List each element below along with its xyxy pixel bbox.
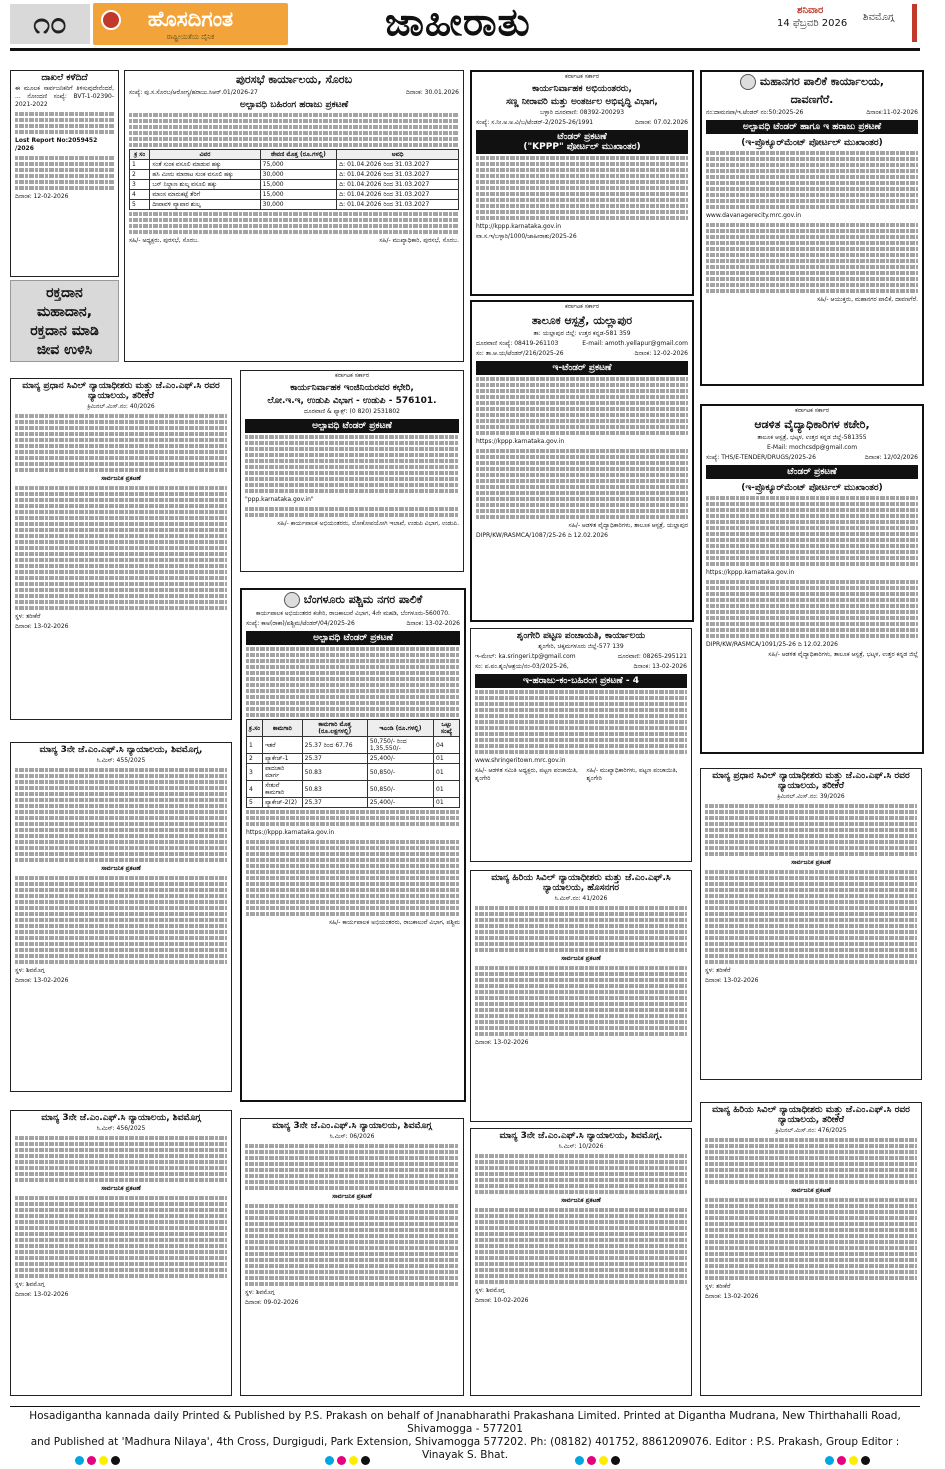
court-name: ಮಾನ್ಯ ಹಿರಿಯ ಸಿವಿಲ್ ನ್ಯಾಯಾಧೀಶರು ಮತ್ತು ಜೆ.ಎಂ.ಎಫ್.ಸಿ ನ್ಯಾಯಾಲಯ, ಹೊಸನಗರ <box>491 873 671 893</box>
notice-date: ದಿನಾಂಕ:11-02-2026 <box>866 109 918 116</box>
brand-tagline: ರಾಷ್ಟ್ರೀಯತೆಯ ದೈನಿಕ <box>166 33 215 41</box>
court-name: ಮಾನ್ಯ 3ನೇ ಜೆ.ಎಂ.ಎಫ್.ಸಿ ನ್ಯಾಯಾಲಯ, ಶಿವಮೊಗ್ಗ, <box>39 745 203 755</box>
office-name: ಪುರಸಭೆ ಕಾರ್ಯಾಲಯ, ಸೊರಬ <box>235 73 353 86</box>
footer-rule <box>10 1406 920 1407</box>
govt-label: ಕರ್ನಾಟಕ ಸರ್ಕಾರ <box>564 73 600 80</box>
signature-officer: ಸಹಿ/- ಮುಖ್ಯಾಧಿಕಾರಿಗಳು, ಪಟ್ಟಣ ಪಂಚಾಯಿತಿ, ಶೃಂಗೇರಿ <box>586 767 678 782</box>
emblem-icon <box>284 592 300 608</box>
office-phone: ದೂರವಾಣಿ ಸಂಖ್ಯೆ: 08419-261103 <box>476 340 559 347</box>
notice-date: ದಿನಾಂಕ: 12/02/2026 <box>864 454 918 461</box>
office-phone: ದೂರವಾಣಿ & ಫ್ಯಾಕ್ಸ್: (0 820) 2531802 <box>303 408 401 415</box>
registration-marks <box>575 1450 623 1460</box>
office-name: ಕಾರ್ಯನಿರ್ವಾಹಕ ಅಭಿಯಂತರರು, <box>532 84 632 94</box>
office-phone: ದೂರವಾಣಿ: 08265-295121 <box>617 653 687 660</box>
notice-title: ಟೆಂಡರ್ ಪ್ರಕಟಣೆ ("KPPP" ಪೋರ್ಟಲ್ ಮುಖಾಂತರ) <box>476 130 688 154</box>
court-notice-tarikere-39 <box>700 768 922 1080</box>
court-notice-tarikere-476 <box>700 1102 922 1396</box>
notice-heading: ಸಾರ್ವಜನಿಕ ಪ್ರಕಟಣೆ <box>791 859 831 866</box>
notice-date: ದಿನಾಂಕ: 13-02-2026 <box>475 1039 529 1046</box>
table-row: 1 ಸಂತೆ ಸುಂಕ ವಸೂಲಿ ಮಾಡುವ ಹಕ್ಕು 75,000 ದಿ: 01.04.2026 ರಿಂದ 31.03.2027 <box>130 160 459 170</box>
kppp-tender-notice <box>470 70 694 296</box>
court-name: ಮಾನ್ಯ ಪ್ರಧಾನ ಸಿವಿಲ್ ನ್ಯಾಯಾಧೀಶರು ಮತ್ತು ಜೆ.ಎಂ.ಎಫ್.ಸಿ ರವರ ನ್ಯಾಯಾಲಯ, ತರೀಕೆರೆ <box>712 771 910 791</box>
imprint-footer <box>10 1410 920 1462</box>
bhatkal-tender-notice <box>700 404 924 754</box>
office-address: ಶೃಂಗೇರಿ, ಚಿಕ್ಕಮಗಳೂರು ಜಿಲ್ಲೆ-577 139 <box>538 643 624 650</box>
header-accent-bar <box>912 4 917 42</box>
office-name: ಕಾರ್ಯಪಾಲಕ ಅಭಿಯಂತರರ ಕಚೇರಿ, ರಾಜಕಾಲುವೆ ವಿಭಾಗ, 4ನೇ ಮಹಡಿ, ಬೆಂಗಳೂರು-560070. <box>255 610 451 617</box>
notice-date: ದಿನಾಂಕ: 12-02-2026 <box>15 193 69 200</box>
header-rule <box>10 48 920 51</box>
court-name: ಮಾನ್ಯ ಹಿರಿಯ ಸಿವಿಲ್ ನ್ಯಾಯಾಧೀಶರು ಮತ್ತು ಜೆ.ಎಂ.ಎಫ್.ಸಿ ರವರ ನ್ಯಾಯಾಲಯ, ತರೀಕೆರೆ <box>712 1105 910 1125</box>
notice-date: ದಿನಾಂಕ: 07.02.2026 <box>635 119 688 126</box>
signature: ಸಹಿ/- ಆಡಳಿತ ವೈದ್ಯಾಧಿಕಾರಿಗಳು, ತಾಲೂಕ ಆಸ್ಪತ್ರೆ, ಭಟ್ಕಳ, ಉತ್ತರ ಕನ್ನಡ ಜಿಲ್ಲೆ <box>768 651 918 658</box>
reference-number: ಸಂಖ್ಯೆ: ಪು.ಸ.ಸೊರಬ/ಆರೋಗ್ಯ/ಹರಾಜು.ಸಿಆರ್.01/2026-27 <box>129 89 258 96</box>
office-address: ಲೋ.ಇ.ಇ, ಉಡುಪಿ ವಿಭಾಗ - ಉಡುಪಿ - 576101. <box>267 396 437 406</box>
tender-portal-link[interactable]: https://kppp.karnataka.gov.in <box>706 569 795 576</box>
office-name: ಶೃಂಗೇರಿ ಪಟ್ಟಣ ಪಂಚಾಯತಿ, ಕಾರ್ಯಾಲಯ <box>516 631 646 641</box>
govt-label: ಕರ್ನಾಟಕ ಸರ್ಕಾರ <box>794 407 830 414</box>
notice-date: ದಿನಾಂಕ: 13-02-2026 <box>15 623 69 630</box>
case-number: ಕ್ರಿಮಿನಲ್.ಮಿಸ್.ನಂ: 39/2026 <box>777 793 845 800</box>
court-notice-shivamogga-455 <box>10 742 232 1092</box>
notice-date: ದಿನಾಂಕ: 09-02-2026 <box>245 1299 299 1306</box>
notice-heading: ಸಾರ್ವಜನಿಕ ಪ್ರಕಟಣೆ <box>101 865 141 872</box>
notice-place: ಸ್ಥಳ: ಶಿವಮೊಗ್ಗ <box>15 967 45 974</box>
registration-marks <box>825 1450 873 1460</box>
newspaper-logo <box>93 3 288 45</box>
footer-reference: ವಾ.ಸ.ಇ/ಬಳ್ಳಾರಿ/1000/ಜಾಹೀರಾತು/2025-26 <box>476 233 577 240</box>
reference-number: ಸಂ: ತಾ.ಆ.ಯ/ಟೆಂಡರ್/216/2025-26 <box>476 350 564 357</box>
notice-heading: ಸಾರ್ವಜನಿಕ ಪ್ರಕಟಣೆ <box>791 1187 831 1194</box>
notice-title: ಇ-ಟೆಂಡರ್ ಪ್ರಕಟಣೆ <box>476 361 688 375</box>
office-email: E-mail: amoth.yellapur@gmail.com <box>582 340 688 347</box>
tender-portal-link[interactable]: www.davanagerecity.mrc.gov.in <box>706 212 802 219</box>
notice-text-lines <box>15 112 114 134</box>
court-name: ಮಾನ್ಯ 3ನೇ ಜೆ.ಎಂ.ಎಫ್.ಸಿ ನ್ಯಾಯಾಲಯ, ಶಿವಮೊಗ್ಗ <box>272 1121 432 1131</box>
footer-reference: DIPR/KW/RASMCA/1087/25-26 ದಿ 12.02.2026 <box>476 532 608 539</box>
lost-report-number: Lost Report No:2059452 /2026 <box>15 137 98 152</box>
masthead <box>0 0 945 52</box>
court-notice-shivamogga-10 <box>470 1128 692 1396</box>
blood-donation-box <box>10 280 119 362</box>
tender-portal-link[interactable]: https://kppp.karnataka.gov.in <box>246 829 335 836</box>
table-row: 2 ಪ್ಯಾಕೇಜ್-1 25.37 25,400/- 01 <box>247 754 460 764</box>
soraba-auction-notice <box>124 70 464 362</box>
court-name: ಮಾನ್ಯ 3ನೇ ಜೆ.ಎಂ.ಎಫ್.ಸಿ ನ್ಯಾಯಾಲಯ, ಶಿವಮೊಗ್ಗ <box>41 1113 201 1123</box>
notice-place: ಸ್ಥಳ: ಶಿವಮೊಗ್ಗ <box>245 1289 275 1296</box>
imprint-line-1: Hosadigantha kannada daily Printed & Published by P.S. Prakash on behalf of Jnanabharathi Prakashana Limited. Printed at Digantha Mudrana, New Thirthahalli Road, Shivamogga - 577201 <box>29 1410 901 1435</box>
notice-date: ದಿನಾಂಕ: 30.01.2026 <box>406 89 459 96</box>
case-number: ಸಿ.ಮಿಸ್: 10/2026 <box>558 1143 604 1150</box>
office-name: ಕಾರ್ಯನಿರ್ವಾಹಕ ಇಂಜಿನಿಯರವರ ಕಛೇರಿ, <box>290 383 414 393</box>
case-number: ಸಿ.ಮಿಸ್: 456/2025 <box>96 1125 146 1132</box>
office-email: ಇ-ಮೇಲ್: ka.sringeri.tp@gmail.com <box>475 653 576 660</box>
table-row: 5 ದೀಪಾವಳಿ ವ್ಯಾಪಾರ ಶುಲ್ಕ 30,000 ದಿ: 01.04.2026 ರಿಂದ 31.03.2027 <box>130 200 459 210</box>
notice-title: ದಾಖಲೆ ಕಳೆದಿದೆ <box>41 73 88 83</box>
table-row: 2 ಹಸಿ ಮೀನು ಮಾರಾಟ ಸುಂಕ ವಸೂಲಿ ಹಕ್ಕು 30,000 ದಿ: 01.04.2026 ರಿಂದ 31.03.2027 <box>130 170 459 180</box>
office-email: E-Mail: mochcsdp@gmail.com <box>766 444 858 451</box>
table-row: 3 ಪಾದಚಾರಿ ಮಾರ್ಗ 50.83 50,850/- 01 <box>247 764 460 781</box>
office-address: ತಾಲೂಕ ಆಸ್ಪತ್ರೆ, ಭಟ್ಕಳ, ಉತ್ತರ ಕನ್ನಡ ಜಿಲ್ಲೆ-581355 <box>757 434 867 441</box>
lost-document-notice <box>10 70 119 277</box>
court-notice-shivamogga-06 <box>240 1118 464 1396</box>
notice-date: ದಿನಾಂಕ: 13-02-2026 <box>633 663 687 670</box>
signature-president: ಸಹಿ/- ಅಧ್ಯಕ್ಷರು, ಪುರಸಭೆ, ಸೊರಬ. <box>129 237 200 244</box>
davangere-tender-notice <box>700 70 924 386</box>
notice-title: ಅಲ್ಪಾವಧಿ ಟೆಂಡರ್ ಪ್ರಕಟಣೆ <box>245 419 459 433</box>
notice-title: ಇ-ಹರಾಜು-ಕಂ-ಬಹಿರಂಗ ಪ್ರಕಟಣೆ - 4 <box>475 674 687 688</box>
bbmp-west-tender <box>240 588 466 1102</box>
notice-date: ದಿನಾಂಕ: 13-02-2026 <box>705 977 759 984</box>
notice-heading: ಸಾರ್ವಜನಿಕ ಪ್ರಕಟಣೆ <box>101 475 141 482</box>
notice-date: ದಿನಾಂಕ: 13-02-2026 <box>406 620 460 627</box>
sringeri-auction-notice <box>470 628 692 862</box>
case-number: ಕ್ರಿಮಿನಲ್.ಮಿಸ್.ನಂ: 40/2026 <box>87 403 155 410</box>
signature: ಸಹಿ/- ಆಡಳಿತ ವೈದ್ಯಾಧಿಕಾರಿಗಳು, ತಾಲೂಕ ಆಸ್ಪತ್ರೆ, ಯಲ್ಲಾಪುರ <box>568 522 688 529</box>
office-name: ಮಹಾನಗರ ಪಾಲಿಕೆ ಕಾರ್ಯಾಲಯ, <box>702 72 922 91</box>
footer-reference: DIPR/KW/RASMCA/1091/25-26 ದಿ 12.02.2026 <box>706 641 838 648</box>
signature: ಸಹಿ/- ಕಾರ್ಯಪಾಲಕ ಅಭಿಯಂತರರು, ಲೋಕೋಪಯೋಗಿ ಇಲಾಖೆ, ಉಡುಪಿ ವಿಭಾಗ, ಉಡುಪಿ. <box>277 520 459 527</box>
notice-title: ಅಲ್ಪಾವಧಿ ಟೆಂಡರ್ ಹಾಗೂ ಇ ಹರಾಜು ಪ್ರಕಟಣೆ <box>706 120 918 134</box>
notice-heading: ಸಾರ್ವಜನಿಕ ಪ್ರಕಟಣೆ <box>332 1193 372 1200</box>
tender-portal-link[interactable]: "ppp.karnataka.gov.in" <box>245 496 314 503</box>
auction-table: ಕ್ರ ಸಂ ವಿವರ ಠೇವಣಿ ಮೊತ್ತ (ರೂ.ಗಳಲ್ಲಿ) ಅವಧಿ 1 ಸಂತೆ ಸುಂಕ ವಸೂಲಿ ಮಾಡುವ ಹಕ್ಕು 75,000 ದಿ: 01.04.2026 ರಿಂದ 31.03.2027 2 ಹಸಿ ಮೀನು ಮಾರಾಟ ಸುಂಕ ವಸೂಲಿ ಹಕ್ಕು 30,000 ದಿ: 01.04.2026 ರಿಂದ 31.03.2027 3 ಬಸ್ ನಿಲ್ದಾಣ ಶುಲ್ಕ ವಸೂಲಿ ಹಕ್ಕು 15,000 ದಿ: 01.04.2026 ರಿಂದ 31.03.2027 4 ಮಾಂಸ ಮಾರುಕಟ್ಟೆ ತೆರಿಗೆ 15,000 ದಿ: 01.04.2026 ರಿಂದ 31.03.2027 5 ದೀಪಾವಳಿ ವ್ಯಾಪಾರ ಶುಲ್ಕ 30,000 ದಿ: 01.04.2026 ರಿಂದ 31.03.2027 <box>129 149 459 210</box>
table-row: 3 ಬಸ್ ನಿಲ್ದಾಣ ಶುಲ್ಕ ವಸೂಲಿ ಹಕ್ಕು 15,000 ದಿ: 01.04.2026 ರಿಂದ 31.03.2027 <box>130 180 459 190</box>
notice-title: ಟೆಂಡರ್ ಪ್ರಕಟಣೆ <box>706 465 918 479</box>
brand-name: ಹೊಸದಿಗಂತ <box>147 7 234 31</box>
signature-officer: ಸಹಿ/- ಮುಖ್ಯಾಧಿಕಾರಿ, ಪುರಸಭೆ, ಸೊರಬ. <box>379 237 459 244</box>
office-name: ತಾಲೂಕ ಆಸ್ಪತ್ರೆ, ಯಲ್ಲಾಪುರ <box>531 314 633 327</box>
notice-heading: ಸಾರ್ವಜನಿಕ ಪ್ರಕಟಣೆ <box>561 1197 601 1204</box>
case-number: ಸಿ.ಮಿಸ್: 455/2025 <box>96 757 146 764</box>
reference-number: ಸಂಖ್ಯೆ: ಕಾಅ(ರಾಕಾ)/ಪಶ್ಚಿಮ/ಟೆಂಡರ್/04/2025-26 <box>246 620 355 627</box>
notice-place: ಸ್ಥಳ: ಶಿವಮೊಗ್ಗ <box>15 1281 45 1288</box>
notice-date: ದಿನಾಂಕ: 12-02-2026 <box>634 350 688 357</box>
office-city: ದಾವಣಗೆರೆ. <box>790 93 834 106</box>
registration-marks <box>325 1450 373 1460</box>
emblem-icon <box>740 74 756 90</box>
registration-marks <box>75 1450 123 1460</box>
imprint-line-2: and Published at 'Madhura Nilaya', 4th Cross, Durgigudi, Park Extension, Shivamogga 577202. Ph: (08182) 401752, 8861209076. Editor : P.S. Prakash, Group Editor : Vinayak S. Bhat. <box>30 1436 900 1461</box>
udupi-tender-notice <box>240 370 464 572</box>
reference-number: ನಂ:ದಾಮನಪಾ/ಇ.ಟೆಂಡರ್ ನಂ:50:2025-26 <box>706 109 804 116</box>
case-number: ಕ್ರಿಮಿನಲ್.ಮಿಸ್.ನಂ: 476/2025 <box>775 1127 847 1134</box>
edition-name: ಶಿವಮೊಗ್ಗ <box>863 12 895 23</box>
notice-place: ಸ್ಥಳ: ತರೀಕೆರೆ <box>705 967 731 974</box>
table-row: 4 ಮಾಂಸ ಮಾರುಕಟ್ಟೆ ತೆರಿಗೆ 15,000 ದಿ: 01.04.2026 ರಿಂದ 31.03.2027 <box>130 190 459 200</box>
signature-president: ಸಹಿ/- ಆಡಳಿತ ಸಮಿತಿ ಅಧ್ಯಕ್ಷರು, ಪಟ್ಟಣ ಪಂಚಾಯಿತಿ, ಶೃಂಗೇರಿ <box>475 767 578 782</box>
notice-body: ಈ ಮೂಲಕ ಸಾರ್ವಜನಿಕರಿಗೆ ತಿಳಿಸುವುದೇನೆಂದರೆ, ... ನೋಂದಣಿ ಸಂಖ್ಯೆ: BVT-1-02390-2021-2022 <box>15 85 114 108</box>
court-notice-hosanagara-41 <box>470 870 692 1122</box>
reference-number: ಸಂಖ್ಯೆ: ಸ.ನೀ.ಅ.ಅ.ವಿ/ಬ/ಟೆಂಡರ್-2/2025-26/1991 <box>476 119 594 126</box>
issue-day: ಶನಿವಾರ <box>797 5 824 16</box>
tender-table: ಕ್ರ.ಸಂ ಕಾಮಗಾರಿ ಕಾಮಗಾರಿ ಮೊತ್ತ (ರೂ.ಲಕ್ಷಗಳಲ್ಲಿ) ಇಎಂಡಿ (ರೂ.ಗಳಲ್ಲಿ) ಒಟ್ಟು ಸಂಖ್ಯೆ 1 ಇತರೆ 25.37 ರಿಂದ 67.76 50,750/- ರಿಂದ 1,35,550/- 04 2 ಪ್ಯಾಕೇಜ್-1 25.37 25,400/- 01 3 ಪಾದಚಾರಿ ಮಾರ್ಗ 50.83 50,850/- 01 4 ಸೇತುವೆ ಕಾಮಗಾರಿ 50.83 50,850/- 01 5 ಪ್ಯಾಕೇಜ್-2(2) 25.37 25,400/- 01 <box>246 719 460 808</box>
notice-date: ದಿನಾಂಕ: 13-02-2026 <box>705 1293 759 1300</box>
office-address: ಬಳ್ಳಾರಿ ದೂರವಾಣಿ: 08392-200293 <box>539 109 625 116</box>
auction-portal-link[interactable]: www.shringeritown.mrc.gov.in <box>475 757 566 764</box>
reference-number: ಸಂಖ್ಯೆ: THS/E-TENDER/DRUGS/2025-26 <box>706 454 816 461</box>
case-number: ಸಿ.ಮಿಸ್.ನಂ: 41/2026 <box>554 895 608 902</box>
court-name: ಮಾನ್ಯ 3ನೇ ಜೆ.ಎಂ.ಎಫ್.ಸಿ ನ್ಯಾಯಾಲಯ, ಶಿವಮೊಗ್ಗ. <box>499 1131 663 1141</box>
signature: ಸಹಿ/- ಕಾರ್ಯಪಾಲಕ ಅಭಿಯಂತರರು, ರಾಜಕಾಲುವೆ ವಿಭಾಗ, ಪಶ್ಚಿಮ <box>328 919 460 926</box>
govt-label: ಕರ್ನಾಟಕ ಸರ್ಕಾರ <box>564 303 600 310</box>
page-number: ೧೦ <box>10 4 90 44</box>
notice-date: ದಿನಾಂಕ: 10-02-2026 <box>475 1297 529 1304</box>
department-name: ಸಣ್ಣ ನೀರಾವರಿ ಮತ್ತು ಅಂತರ್ಜಲ ಅಭಿವೃದ್ಧಿ ವಿಭಾಗ, <box>506 97 658 107</box>
issue-date: 14 ಫೆಬ್ರವರಿ 2026 <box>777 18 848 29</box>
notice-title: ಅಲ್ಪಾವಧಿ ಟೆಂಡರ್ ಪ್ರಕಟಣೆ <box>246 631 460 645</box>
blood-donation-text: ರಕ್ತದಾನ ಮಹಾದಾನ, ರಕ್ತದಾನ ಮಾಡಿ ಜೀವ ಉಳಿಸಿ <box>30 285 99 358</box>
govt-label: ಕರ್ನಾಟಕ ಸರ್ಕಾರ <box>334 372 370 379</box>
notice-date: ದಿನಾಂಕ: 13-02-2026 <box>15 1291 69 1298</box>
court-notice-tarikere-40 <box>10 378 232 720</box>
notice-subtitle: (ಇ-ಪ್ರೊಕ್ಯೂರ್‌ಮೆಂಟ್ ಪೋರ್ಟಲ್ ಮುಖಾಂತರ) <box>741 138 883 148</box>
reference-number: ಸಂ: ಪ.ಪಂ.ಶೃಂ/ಆಶ್ರಯ/ನಂ-03/2025-26, <box>475 663 569 670</box>
table-row: 5 ಪ್ಯಾಕೇಜ್-2(2) 25.37 25,400/- 01 <box>247 798 460 808</box>
table-row: 1 ಇತರೆ 25.37 ರಿಂದ 67.76 50,750/- ರಿಂದ 1,35,550/- 04 <box>247 737 460 754</box>
notice-subtitle: (ಇ-ಪ್ರೊಕ್ಯೂರ್‌ಮೆಂಟ್ ಪೋರ್ಟಲ್ ಮುಖಾಂತರ) <box>741 483 883 493</box>
signature: ಸಹಿ/- ಆಯುಕ್ತರು, ಮಹಾನಗರ ಪಾಲಿಕೆ, ದಾವಣಗೆರೆ. <box>817 296 918 303</box>
yellapur-tender-notice <box>470 300 694 622</box>
tender-portal-link[interactable]: http://kppp.karnataka.gov.in <box>476 223 561 230</box>
notice-place: ಸ್ಥಳ: ಶಿವಮೊಗ್ಗ <box>475 1287 505 1294</box>
court-name: ಮಾನ್ಯ ಪ್ರಧಾನ ಸಿವಿಲ್ ನ್ಯಾಯಾಧೀಶರು ಮತ್ತು ಜೆ.ಎಂ.ಎಫ್.ಸಿ ರವರ ನ್ಯಾಯಾಲಯ, ತರೀಕೆರೆ <box>22 381 220 401</box>
notice-place: ಸ್ಥಳ: ತರೀಕೆರೆ <box>15 613 41 620</box>
org-title: ಬೆಂಗಳೂರು ಪಶ್ಚಿಮ ನಗರ ಪಾಲಿಕೆ <box>242 590 464 609</box>
notice-heading: ಸಾರ್ವಜನಿಕ ಪ್ರಕಟಣೆ <box>561 955 601 962</box>
notice-heading: ಸಾರ್ವಜನಿಕ ಪ್ರಕಟಣೆ <box>101 1185 141 1192</box>
table-row: 4 ಸೇತುವೆ ಕಾಮಗಾರಿ 50.83 50,850/- 01 <box>247 781 460 798</box>
office-name: ಆಡಳಿತ ವೈದ್ಯಾಧಿಕಾರಿಗಳ ಕಚೇರಿ, <box>754 418 870 431</box>
notice-place: ಸ್ಥಳ: ತರೀಕೆರೆ <box>705 1283 731 1290</box>
case-number: ಸಿ.ಮಿಸ್: 06/2026 <box>329 1133 375 1140</box>
tender-portal-link[interactable]: https://kppp.karnataka.gov.in <box>476 438 565 445</box>
court-notice-shivamogga-456 <box>10 1110 232 1396</box>
notice-date: ದಿನಾಂಕ: 13-02-2026 <box>15 977 69 984</box>
office-address: ತಾ: ಯಲ್ಲಾಪುರ ಜಿಲ್ಲೆ: ಉತ್ತರ ಕನ್ನಡ-581 359 <box>533 330 631 337</box>
section-title: ಜಾಹೀರಾತು <box>385 0 531 44</box>
notice-title: ಅಲ್ಪಾವಧಿ ಬಹಿರಂಗ ಹರಾಜು ಪ್ರಕಟಣೆ <box>239 100 349 110</box>
